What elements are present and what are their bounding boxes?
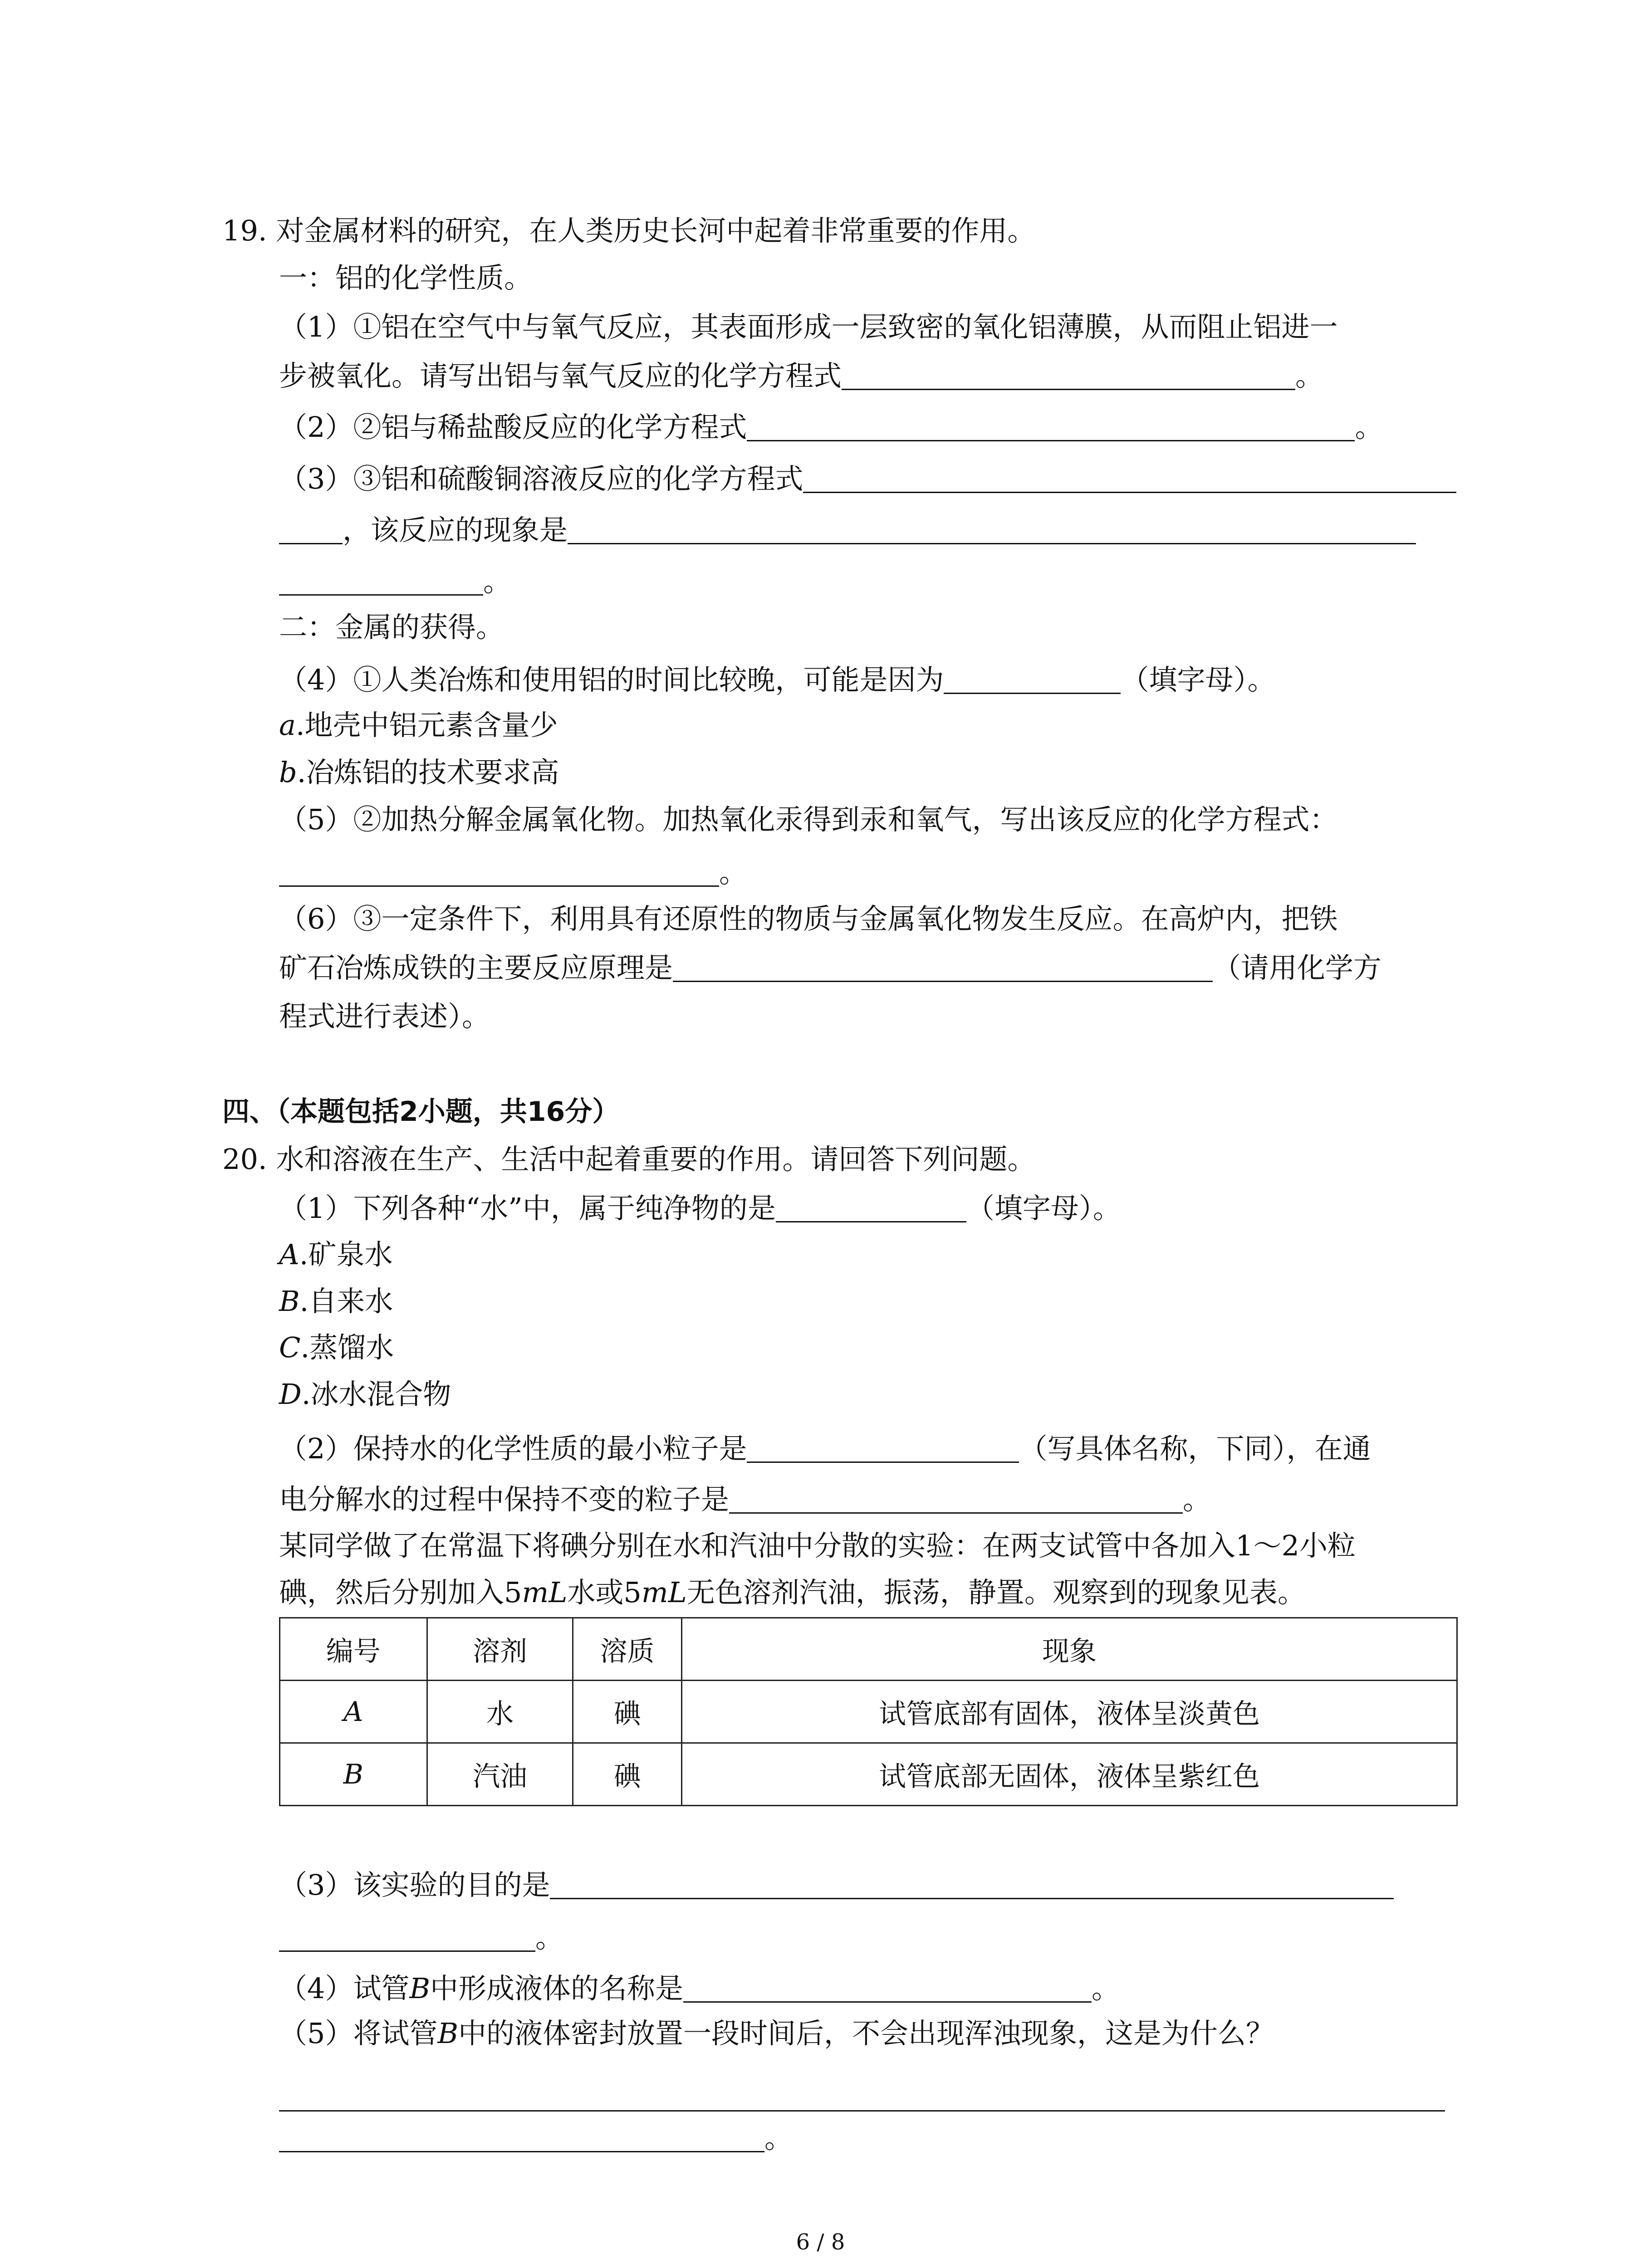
- q19-part2-title: 二：金属的获得。: [279, 611, 505, 644]
- q20-stem: 水和溶液在生产、生活中起着重要的作用。请回答下列问题。: [276, 1143, 1036, 1176]
- q20-option-a-text: .矿泉水: [299, 1238, 393, 1271]
- q19-s6-text: 矿石冶炼成铁的主要反应原理是: [279, 951, 673, 984]
- q20-s5-answer-blank-cont[interactable]: [279, 2123, 764, 2152]
- q20-s1-answer-blank[interactable]: [776, 1193, 966, 1222]
- table-cell: 试管底部无固体，液体呈紫红色: [682, 1743, 1457, 1806]
- q20-option-b-text: .自来水: [299, 1285, 393, 1318]
- q20-option-d: [279, 1378, 451, 1411]
- q19-s6-line3: 程式进行表述）。: [279, 1000, 490, 1033]
- q19-s6-line1: （6）③一定条件下，利用具有还原性的物质与金属氧化物发生反应。在高炉内，把铁: [279, 902, 1338, 935]
- q20-exp-text-a: 碘，然后分别加入5: [279, 1576, 522, 1609]
- q19-s6-line2: [279, 953, 1381, 982]
- q19-s1-period: 。: [1295, 359, 1324, 392]
- q20-s3-line1: [279, 1870, 1394, 1899]
- q20-stem-line: [222, 1143, 1036, 1176]
- q19-option-b-letter: b: [279, 756, 297, 789]
- q19-s3-period: 。: [483, 565, 512, 598]
- table-header-cell: 溶质: [573, 1618, 682, 1681]
- q20-s4-period: 。: [1092, 1972, 1120, 2005]
- q19-s1-line1: （1）①铝在空气中与氧气反应，其表面形成一层致密的氧化铝薄膜，从而阻止铝进一: [279, 310, 1338, 343]
- q19-option-b-text: .冶炼铝的技术要求高: [297, 756, 559, 789]
- q19-s6-suffix: （请用化学方: [1213, 951, 1382, 984]
- q20-exp-text-b: 水或5: [567, 1576, 642, 1609]
- table-header-row: [280, 1618, 1457, 1681]
- q20-option-c: [279, 1331, 394, 1364]
- q20-option-b-letter: B: [279, 1285, 300, 1318]
- q19-s4-answer-blank[interactable]: [944, 665, 1121, 694]
- table-cell: B: [280, 1743, 427, 1806]
- q20-s1-line: [279, 1192, 1121, 1225]
- q19-s2-text: （2）②铝与稀盐酸反应的化学方程式: [279, 411, 747, 444]
- q19-s2-period: 。: [1355, 411, 1383, 444]
- q20-option-b: [279, 1285, 393, 1318]
- q20-option-a: [279, 1238, 393, 1271]
- q19-s3-text: （3）③铝和硫酸铜溶液反应的化学方程式: [279, 462, 803, 495]
- q19-s5-answer-blank[interactable]: [279, 857, 719, 887]
- q20-s5-text-b: 中的液体密封放置一段时间后，不会出现浑浊现象，这是为什么？: [458, 2017, 1274, 2050]
- q19-option-a: [279, 709, 558, 742]
- q20-exp-text-c: 无色溶剂汽油，振荡，静置。观察到的现象见表。: [686, 1576, 1306, 1609]
- q20-option-c-text: .蒸馏水: [300, 1331, 394, 1364]
- q20-option-d-text: .冰水混合物: [301, 1378, 451, 1411]
- q20-s2-period: 。: [1183, 1483, 1211, 1516]
- q20-s5-line2: [279, 2082, 1445, 2112]
- q20-s3-text: （3）该实验的目的是: [279, 1868, 550, 1901]
- q19-s5-period: 。: [719, 856, 748, 889]
- q20-s4-letter: B: [409, 1972, 431, 2005]
- q20-s5-line1: [279, 2019, 1274, 2048]
- q20-s2-answer-blank-2[interactable]: [729, 1484, 1183, 1514]
- q19-s3-phenomenon-blank[interactable]: [568, 515, 1416, 544]
- q20-s4-answer-blank[interactable]: [683, 1973, 1092, 2003]
- q20-s3-line2: [279, 1922, 563, 1952]
- table-row: [280, 1743, 1457, 1806]
- q20-number: 20.: [222, 1143, 267, 1176]
- table-cell: 汽油: [427, 1743, 573, 1806]
- q19-part1-title: 一：铝的化学性质。: [279, 261, 533, 294]
- q19-s3-equation-blank-cont[interactable]: [279, 515, 343, 544]
- q20-experiment-line2: [279, 1576, 1306, 1609]
- q20-s5-period: 。: [764, 2121, 793, 2155]
- q20-s1-suffix: （填字母）。: [966, 1192, 1121, 1225]
- q19-s5-line1: （5）②加热分解金属氧化物。加热氧化汞得到汞和氧气，写出该反应的化学方程式：: [279, 803, 1338, 836]
- table-cell: 试管底部有固体，液体呈淡黄色: [682, 1681, 1457, 1743]
- q20-s5-text-a: （5）将试管: [279, 2017, 438, 2050]
- table-header-cell: 溶剂: [427, 1618, 573, 1681]
- q19-option-a-text: .地壳中铝元素含量少: [295, 709, 558, 742]
- table-header-cell: 现象: [682, 1618, 1457, 1681]
- q19-s4-line: [279, 665, 1275, 694]
- q19-s6-answer-blank[interactable]: [673, 953, 1213, 982]
- q20-s2-line1: [279, 1433, 1371, 1463]
- q19-s3-phenomenon-text: ，该反应的现象是: [343, 513, 568, 547]
- q19-s4-suffix: （填字母）。: [1121, 663, 1276, 696]
- q20-s5-letter: B: [437, 2017, 459, 2050]
- q20-exp-unit-2: mL: [641, 1576, 687, 1609]
- q19-s2-line: [279, 411, 1383, 444]
- q19-s5-line2: [279, 857, 747, 887]
- q20-option-c-letter: C: [279, 1331, 301, 1364]
- q19-s4-text: （4）①人类冶炼和使用铝的时间比较晚，可能是因为: [279, 663, 944, 696]
- q19-option-b: [279, 758, 559, 787]
- table-row: [280, 1681, 1457, 1743]
- q20-s3-answer-blank-cont[interactable]: [279, 1922, 535, 1952]
- q19-s2-answer-blank[interactable]: [747, 412, 1355, 441]
- q20-experiment-line1: 某同学做了在常温下将碘分别在水和汽油中分散的实验：在两支试管中各加入1～2小粒: [279, 1529, 1356, 1562]
- page-number: 6 / 8: [796, 2229, 845, 2255]
- q20-s5-line3: [279, 2121, 793, 2155]
- q20-exp-unit-1: mL: [522, 1576, 568, 1609]
- q20-s3-period: 。: [535, 1921, 564, 1954]
- q19-s1-line2: [279, 361, 1323, 390]
- q20-s3-answer-blank[interactable]: [550, 1870, 1394, 1899]
- q19-s3-line2: [279, 513, 1416, 547]
- q20-s2-text: （2）保持水的化学性质的最小粒子是: [279, 1432, 747, 1465]
- table-cell: 碘: [573, 1681, 682, 1743]
- q20-s4-text-b: 中形成液体的名称是: [430, 1972, 684, 2005]
- q20-option-d-letter: D: [279, 1378, 302, 1411]
- table-cell: A: [280, 1681, 427, 1743]
- section4-title: 四、（本题包括2小题，共16分）: [222, 1096, 620, 1128]
- q19-option-a-letter: a: [279, 709, 296, 742]
- observation-table: [279, 1617, 1458, 1806]
- q19-stem-line: [222, 214, 1036, 247]
- q19-s3-line3: [279, 566, 511, 596]
- q20-s2-suffix: （写具体名称，下同），在通: [1019, 1432, 1371, 1465]
- q20-s2-answer-blank-1[interactable]: [747, 1433, 1019, 1463]
- q20-s1-text: （1）下列各种“水”中，属于纯净物的是: [279, 1192, 776, 1225]
- q20-s2-line2: [279, 1484, 1211, 1514]
- q19-s3-phenomenon-blank-cont[interactable]: [279, 566, 483, 596]
- q20-s4-text-a: （4）试管: [279, 1972, 410, 2005]
- q20-s4-line: [279, 1973, 1120, 2003]
- q19-stem: 对金属材料的研究，在人类历史长河中起着非常重要的作用。: [276, 214, 1036, 247]
- q19-s3-line1: [279, 464, 1456, 493]
- q19-s1-answer-blank[interactable]: [842, 361, 1295, 390]
- q20-option-a-letter: A: [279, 1238, 299, 1271]
- q19-s3-equation-blank[interactable]: [803, 464, 1456, 493]
- q20-s5-answer-blank[interactable]: [279, 2082, 1445, 2112]
- table-header-cell: 编号: [280, 1618, 427, 1681]
- q20-s2-text-2: 电分解水的过程中保持不变的粒子是: [279, 1483, 730, 1516]
- table-cell: 水: [427, 1681, 573, 1743]
- table-cell: 碘: [573, 1743, 682, 1806]
- q19-s1-text: 步被氧化。请写出铝与氧气反应的化学方程式: [279, 359, 842, 392]
- q19-number: 19.: [222, 214, 267, 247]
